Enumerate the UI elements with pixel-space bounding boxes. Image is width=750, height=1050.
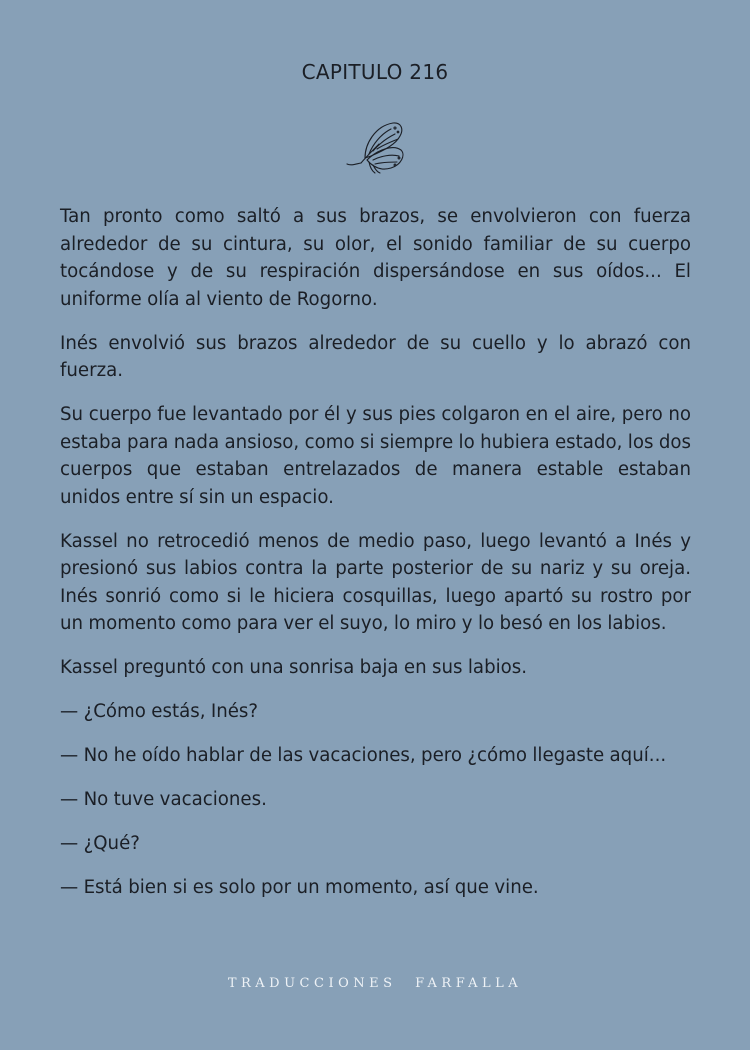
footer-credit: TRADUCCIONES FARFALLA: [227, 976, 523, 991]
paragraph: Su cuerpo fue levantado por él y sus pies colgaron en el aire, pero no estaba para nada ansioso, como si siempre lo hubiera estado, los dos cuerpos que estaban entrelazados de manera estable estaban unidos entre sí sin un espacio.: [60, 404, 691, 508]
paragraph: Kassel preguntó con una sonrisa baja en sus labios.: [60, 657, 528, 678]
dialogue-line: — ¿Qué?: [60, 833, 140, 854]
dialogue-line: — ¿Cómo estás, Inés?: [60, 701, 259, 722]
dialogue-line: — No tuve vacaciones.: [60, 789, 267, 810]
paragraph: Tan pronto como saltó a sus brazos, se envolvieron con fuerza alrededor de su cintura, su olor, el sonido familiar de su cuerpo tocándose y de su respiración dispersándose en sus oídos... El uniforme olía al viento de Rogorno.: [60, 206, 691, 310]
paragraph: Inés envolvió sus brazos alrededor de su cuello y lo abrazó con fuerza.: [60, 332, 691, 381]
dialogue-line: — Está bien si es solo por un momento, así que vine.: [60, 877, 539, 898]
chapter-text: [60, 203, 691, 918]
butterfly-icon: [343, 120, 407, 176]
dialogue-line: — No he oído hablar de las vacaciones, pero ¿cómo llegaste aquí...: [60, 745, 667, 766]
chapter-title: CAPITULO 216: [301, 60, 449, 84]
paragraph: Kassel no retrocedió menos de medio paso, luego levantó a Inés y presionó sus labios contra la parte posterior de su nariz y su oreja. Inés sonrió como si le hiciera cosquillas, luego apartó su rostro por un momento como para ver el suyo, lo miro y lo besó en los labios.: [60, 530, 691, 634]
